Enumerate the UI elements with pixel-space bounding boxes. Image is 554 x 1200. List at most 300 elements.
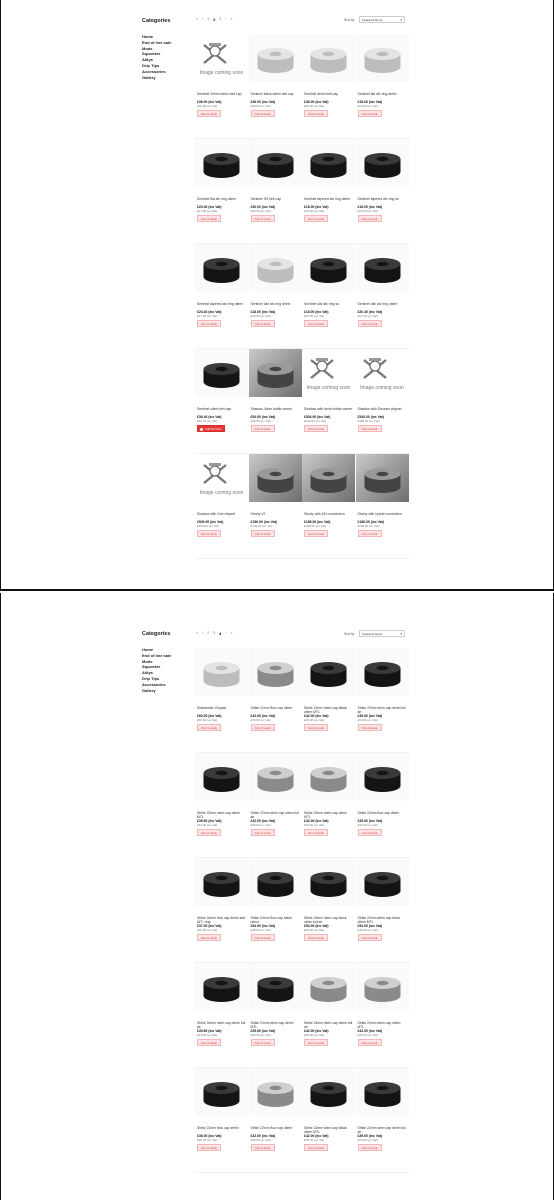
product-price-ex-vat: £30.00 (ex Vat) (250, 104, 271, 108)
product-card (302, 139, 355, 243)
out-of-stock-button[interactable] (304, 110, 328, 117)
product-price: £156.00 (inc Vat) (250, 520, 277, 524)
button-label: Out of stock (201, 1146, 218, 1150)
product-photo-icon (195, 244, 248, 292)
button-label: Out of stock (201, 112, 218, 116)
product-card (249, 244, 302, 348)
product-card (195, 963, 248, 1067)
product-price: £39.60 (inc Vat) (197, 1029, 222, 1033)
product-photo-icon (195, 349, 248, 397)
product-name[interactable]: Strike 24mm flow cap delrin (357, 811, 400, 815)
product-price-ex-vat: £155.00 (ex Vat) (304, 524, 326, 528)
product-card (302, 1068, 355, 1172)
image-placeholder (307, 356, 351, 391)
product-row (195, 454, 409, 559)
product-image[interactable] (195, 648, 248, 696)
page-link[interactable]: 2 (207, 631, 210, 635)
product-card (356, 858, 409, 962)
product-price: £54.00 (inc Vat) (250, 415, 276, 419)
button-label: Out of stock (361, 427, 378, 431)
product-price: £186.00 (inc Vat) (304, 520, 331, 524)
button-label: Out of stock (361, 322, 378, 326)
product-price-ex-vat: £45.00 (ex Vat) (304, 928, 325, 932)
product-name[interactable]: Sentinel flat afc ring ultem (197, 197, 237, 201)
category-link[interactable]: Squonker (142, 51, 161, 57)
button-label: Out of stock (361, 1146, 378, 1150)
out-of-stock-button[interactable] (251, 829, 275, 836)
out-of-stock-button[interactable] (358, 1039, 382, 1046)
product-name[interactable]: Strike 22mm stem cap Black ultem MTL (304, 706, 347, 714)
product-image[interactable] (302, 244, 355, 292)
product-photo-icon (195, 648, 248, 696)
product-price: £540.00 (inc Vat) (357, 415, 384, 419)
category-link[interactable]: Squonker (142, 664, 161, 670)
product-name[interactable]: Shorty with hybrid connection (357, 512, 402, 516)
product-price: £18.00 (inc Vat) (357, 205, 383, 209)
button-label: Out of stock (254, 831, 271, 835)
category-link[interactable]: Drip Tips (142, 675, 160, 681)
product-price-ex-vat: £17.00 (ex Vat) (197, 209, 218, 213)
product-row (195, 858, 409, 963)
product-image[interactable] (356, 648, 409, 696)
product-price: £42.00 (inc Vat) (304, 819, 329, 823)
button-label: Out of stock (201, 936, 218, 940)
out-of-stock-button[interactable] (251, 724, 275, 731)
button-label: Out of stock (254, 427, 271, 431)
product-photo-icon (302, 858, 355, 906)
product-name[interactable]: Strike 24mm stem cap ultem MTL (357, 1021, 401, 1029)
page-link[interactable]: ‹ (201, 631, 204, 635)
categories-sidebar (142, 631, 192, 693)
product-photo-icon (249, 139, 302, 187)
pagination (196, 631, 232, 636)
button-label: Out of stock (201, 831, 218, 835)
page-link[interactable]: « (196, 17, 198, 21)
product-price: £42.00 (inc Vat) (304, 714, 329, 718)
category-link[interactable]: Accessories (142, 681, 166, 687)
product-card (302, 454, 355, 558)
out-of-stock-button[interactable] (197, 724, 221, 731)
product-name[interactable]: Strike 24mm stem cap black ultem MTL (357, 916, 401, 924)
product-card (249, 454, 302, 558)
out-of-stock-button[interactable] (197, 110, 221, 117)
product-price-ex-vat: £130.00 (ex Vat) (250, 524, 273, 528)
product-price: £18.00 (inc Vat) (304, 205, 329, 209)
button-label: Out of stock (201, 532, 218, 536)
out-of-stock-button[interactable] (197, 829, 221, 836)
product-name[interactable]: Sentinel ultz afc ring ultem (357, 302, 398, 306)
product-image[interactable] (249, 1068, 302, 1116)
product-name[interactable]: Strike 22mm stem cap delrin full air (357, 1126, 406, 1134)
image-coming-soon-text: Image coming soon (199, 489, 244, 496)
product-price: £42.00 (inc Vat) (250, 714, 276, 718)
product-image[interactable] (195, 349, 248, 397)
product-name[interactable]: Shadow with delrin bottle carrier (304, 407, 353, 411)
product-price: £30.00 (inc Vat) (250, 205, 276, 209)
product-price: £42.00 (inc Vat) (250, 1134, 276, 1138)
product-price-ex-vat: £35.00 (ex Vat) (304, 1033, 325, 1037)
chevron-down-icon: ▾ (400, 18, 402, 22)
product-card (356, 963, 409, 1067)
out-of-stock-button[interactable] (304, 215, 328, 222)
product-card (195, 1068, 248, 1172)
add-to-cart-button[interactable] (197, 425, 225, 432)
product-price: £37.00 (inc Vat) (197, 924, 222, 928)
page-link[interactable]: 1 (207, 17, 210, 21)
product-price-ex-vat: £30.00 (ex Vat) (304, 104, 325, 108)
out-of-stock-button[interactable] (251, 320, 275, 327)
button-label: Out of stock (308, 322, 325, 326)
product-price: £20.40 (inc Vat) (197, 310, 222, 314)
product-price: £540.00 (inc Vat) (197, 520, 224, 524)
category-link[interactable]: Home (142, 34, 154, 39)
product-name[interactable]: Strike 22mm stem cap delrin MTL (197, 811, 240, 819)
product-photo-icon (302, 963, 355, 1011)
product-photo-icon (195, 139, 248, 187)
product-name[interactable]: Sentinel ultz afc ring delrin (250, 302, 291, 306)
product-photo-icon (249, 349, 302, 397)
product-card (302, 349, 355, 453)
out-of-stock-button[interactable] (251, 110, 275, 117)
product-card (249, 1068, 302, 1172)
product-photo-icon (249, 1068, 302, 1116)
product-price: £54.00 (inc Vat) (250, 924, 276, 928)
sort-select[interactable] (359, 16, 405, 23)
product-grid (195, 648, 409, 1173)
page-link[interactable]: 2 (213, 17, 216, 22)
product-image[interactable] (356, 244, 409, 292)
button-label: Out of stock (308, 217, 325, 221)
product-image[interactable] (356, 139, 409, 187)
cart-icon (200, 428, 203, 431)
product-price: £36.00 (inc Vat) (250, 100, 276, 104)
product-image[interactable] (302, 1068, 355, 1116)
product-photo-icon (356, 34, 409, 82)
product-image[interactable] (249, 349, 302, 397)
product-image[interactable] (302, 648, 355, 696)
sort-value: Featured Items (361, 18, 383, 22)
out-of-stock-button[interactable] (358, 320, 382, 327)
product-image[interactable] (302, 858, 355, 906)
out-of-stock-button[interactable] (304, 829, 328, 836)
category-link[interactable]: Accessories (142, 68, 166, 74)
product-image[interactable] (356, 349, 409, 397)
button-label: Out of stock (308, 1146, 325, 1150)
product-image[interactable] (195, 753, 248, 801)
product-price-ex-vat: £35.00 (ex Vat) (304, 718, 325, 722)
product-price-ex-vat: £33.00 (ex Vat) (197, 1033, 218, 1037)
category-link[interactable]: Mods (142, 658, 153, 664)
product-photo-icon (356, 858, 409, 906)
product-image[interactable] (195, 858, 248, 906)
out-of-stock-button[interactable] (358, 1144, 382, 1151)
product-card (302, 753, 355, 857)
product-image[interactable] (195, 244, 248, 292)
product-photo-icon (356, 1068, 409, 1116)
product-card (356, 244, 409, 348)
product-card (356, 34, 409, 138)
crossed-pipes-logo-icon (200, 41, 230, 65)
product-name[interactable]: Sentinel ultem bell cap (197, 407, 232, 411)
product-name[interactable]: Strike 24mm stem cap black ultem full air (304, 916, 347, 924)
product-grid (195, 34, 409, 559)
button-label: Out of stock (254, 1146, 271, 1150)
product-name[interactable]: Strike 24mm flow cap delrin and AFC ring (197, 916, 246, 924)
product-card (356, 753, 409, 857)
product-price-ex-vat: £45.00 (ex Vat) (357, 928, 378, 932)
product-price-ex-vat: £35.00 (ex Vat) (250, 718, 271, 722)
button-label: Out of stock (254, 112, 271, 116)
out-of-stock-button[interactable] (197, 1039, 221, 1046)
product-name[interactable]: Strike 22mm stem cap ultem MTL (304, 811, 347, 819)
product-price-ex-vat: £35.00 (ex Vat) (250, 1138, 271, 1142)
product-card (249, 753, 302, 857)
product-row (195, 349, 409, 454)
category-link[interactable]: End of line sale (142, 39, 172, 45)
product-card (302, 648, 355, 752)
product-name[interactable]: Strike 22mm stem cap Black ultem MTL (304, 1126, 347, 1134)
page-link[interactable]: » (230, 631, 233, 635)
category-link[interactable]: Home (142, 647, 154, 652)
product-image[interactable] (195, 1068, 248, 1116)
product-name[interactable]: Sentinel tapered afc ring ultem (197, 302, 243, 306)
product-image[interactable] (249, 139, 302, 187)
product-image[interactable] (249, 34, 302, 82)
page-link[interactable]: » (230, 17, 233, 21)
out-of-stock-button[interactable] (197, 320, 221, 327)
screenshot-page-1 (0, 0, 554, 591)
product-name[interactable]: Strike 24mm stem cap ultem full air (304, 1021, 353, 1029)
product-image[interactable] (356, 34, 409, 82)
product-card (356, 1068, 409, 1172)
product-row (195, 244, 409, 349)
product-card (195, 139, 248, 243)
product-image[interactable] (249, 753, 302, 801)
out-of-stock-button[interactable] (358, 425, 382, 432)
product-name[interactable]: Strike 22mm stem cap delrin full air (357, 706, 406, 714)
product-price: £60.00 (inc Vat) (197, 714, 222, 718)
product-card (195, 753, 248, 857)
out-of-stock-button[interactable] (197, 934, 221, 941)
out-of-stock-button[interactable] (251, 530, 275, 537)
out-of-stock-button[interactable] (251, 425, 275, 432)
product-image[interactable] (302, 454, 355, 502)
button-label: Out of stock (254, 322, 271, 326)
product-price-ex-vat: £15.00 (ex Vat) (357, 209, 378, 213)
product-card (249, 34, 302, 138)
out-of-stock-button[interactable] (304, 1039, 328, 1046)
product-image[interactable] (195, 139, 248, 187)
product-price: £39.60 (inc Vat) (357, 714, 383, 718)
product-price: £39.60 (inc Vat) (250, 1029, 276, 1033)
sort-label: Sort by: (344, 631, 355, 636)
category-link[interactable]: Drip Tips (142, 62, 160, 68)
product-price-ex-vat: £50.00 (ex Vat) (197, 718, 218, 722)
product-photo-icon (302, 648, 355, 696)
image-placeholder (200, 41, 244, 76)
button-label: Out of stock (361, 217, 378, 221)
product-image[interactable] (302, 753, 355, 801)
product-card (249, 858, 302, 962)
out-of-stock-button[interactable] (251, 1039, 275, 1046)
category-link[interactable]: Alltys (142, 57, 153, 63)
product-price-ex-vat: £35.00 (ex Vat) (357, 1033, 378, 1037)
product-photo-icon (249, 963, 302, 1011)
product-name[interactable]: Strike 22mm stem cap ultem full air (250, 811, 299, 819)
category-link[interactable]: Gallery (142, 687, 156, 693)
out-of-stock-button[interactable] (304, 320, 328, 327)
category-link[interactable]: End of line sale (142, 652, 172, 658)
product-price-ex-vat: £33.00 (ex Vat) (357, 1138, 378, 1142)
product-image[interactable] (302, 34, 355, 82)
button-label: Out of stock (308, 936, 325, 940)
out-of-stock-button[interactable] (251, 934, 275, 941)
product-name[interactable]: Strike 24mm stem cap delrin full air (197, 1021, 246, 1029)
product-card (195, 34, 248, 138)
product-card (356, 648, 409, 752)
product-name[interactable]: Sentinel SS bell cap (250, 197, 281, 201)
button-label: Out of stock (308, 427, 325, 431)
product-photo-icon (302, 1068, 355, 1116)
product-price: £504.00 (inc Vat) (304, 415, 331, 419)
out-of-stock-button[interactable] (358, 724, 382, 731)
product-photo-icon (195, 1068, 248, 1116)
product-image[interactable] (195, 34, 248, 82)
product-name[interactable]: Sentinel tapered afc ring ss (357, 197, 399, 201)
product-name[interactable]: Shorty with 510 connection (304, 512, 345, 516)
product-price-ex-vat: £35.00 (ex Vat) (304, 1138, 325, 1142)
product-card (195, 858, 248, 962)
product-image[interactable] (249, 858, 302, 906)
product-name[interactable]: Shadow with Dicodes chipset (357, 407, 402, 411)
product-image[interactable] (356, 454, 409, 502)
category-link[interactable]: Alltys (142, 670, 153, 676)
product-name[interactable]: Sidewinder Chipset (197, 706, 227, 710)
product-name[interactable]: Sentinel black ultem bell cap (250, 92, 294, 96)
product-photo-icon (249, 648, 302, 696)
product-image[interactable] (302, 349, 355, 397)
out-of-stock-button[interactable] (304, 934, 328, 941)
product-image[interactable] (249, 963, 302, 1011)
product-row (195, 34, 409, 139)
product-photo-icon (249, 244, 302, 292)
out-of-stock-button[interactable] (358, 215, 382, 222)
page-link[interactable]: › (225, 631, 227, 635)
product-image[interactable] (356, 963, 409, 1011)
product-price: £18.00 (inc Vat) (357, 100, 383, 104)
product-price: £36.40 (inc Vat) (197, 415, 222, 419)
button-label: Out of stock (361, 936, 378, 940)
page-link[interactable]: ‹ (201, 17, 204, 21)
product-name[interactable]: Strike 22mm flow cap delrin (197, 1126, 239, 1130)
product-name[interactable]: Strike 22mm flow cap ultem (250, 706, 293, 710)
product-card (195, 454, 248, 558)
category-link[interactable]: Gallery (142, 74, 156, 80)
page-link[interactable]: 3 (219, 17, 222, 21)
out-of-stock-button[interactable] (358, 530, 382, 537)
product-card (302, 963, 355, 1067)
product-name[interactable]: Sentinel tapered afc ring delrin (304, 197, 350, 201)
product-image[interactable] (356, 858, 409, 906)
product-row (195, 139, 409, 244)
out-of-stock-button[interactable] (304, 1144, 328, 1151)
product-name[interactable]: Sentinel 24mm delrin bell cap (197, 92, 242, 96)
out-of-stock-button[interactable] (251, 1144, 275, 1151)
page-link[interactable]: › (225, 17, 227, 21)
product-row (195, 753, 409, 858)
page-link[interactable]: 4 (219, 631, 222, 636)
product-price: £18.00 (inc Vat) (304, 310, 329, 314)
crossed-pipes-logo-icon (307, 356, 337, 380)
product-image[interactable] (249, 454, 302, 502)
out-of-stock-button[interactable] (358, 934, 382, 941)
product-row (195, 648, 409, 753)
image-placeholder (360, 356, 404, 391)
product-price-ex-vat: £25.00 (ex Vat) (250, 209, 271, 213)
product-price-ex-vat: £35.00 (ex Vat) (304, 823, 325, 827)
product-image[interactable] (356, 1068, 409, 1116)
product-image[interactable] (195, 454, 248, 502)
page-link[interactable]: 3 (213, 631, 216, 635)
product-photo-icon (356, 753, 409, 801)
product-card (249, 963, 302, 1067)
product-image[interactable] (195, 963, 248, 1011)
product-image[interactable] (302, 963, 355, 1011)
product-image[interactable] (356, 753, 409, 801)
button-label: Out of stock (361, 1041, 378, 1045)
product-card (249, 349, 302, 453)
button-label: Out of stock (254, 726, 271, 730)
product-name[interactable]: Strike 24mm flow cap black ultem (250, 916, 292, 924)
product-name[interactable]: Strike 22mm flow cap ultem (250, 1126, 293, 1130)
out-of-stock-button[interactable] (304, 724, 328, 731)
product-image[interactable] (302, 139, 355, 187)
product-price-ex-vat: £45.00 (ex Vat) (250, 928, 271, 932)
product-name[interactable]: Sentinel ultz afc ring ss (304, 302, 339, 306)
screenshot-page-2 (0, 593, 554, 1200)
product-name[interactable]: Sentinel delrin bell cap (304, 92, 339, 96)
product-name[interactable]: Strike 24mm stem cap delrin MTL (250, 1021, 294, 1029)
out-of-stock-button[interactable] (304, 425, 328, 432)
product-price: £39.60 (inc Vat) (357, 819, 383, 823)
product-price-ex-vat: £33.00 (ex Vat) (357, 718, 378, 722)
product-price-ex-vat: £17.00 (ex Vat) (357, 314, 378, 318)
product-name[interactable]: Shadow 0ohm bottle carrier (250, 407, 292, 411)
product-name[interactable]: Sentinel flat afc ring delrin (357, 92, 397, 96)
category-link[interactable]: Mods (142, 45, 153, 51)
sort-select[interactable] (359, 630, 405, 637)
out-of-stock-button[interactable] (251, 215, 275, 222)
out-of-stock-button[interactable] (197, 215, 221, 222)
product-image[interactable] (249, 244, 302, 292)
product-photo-icon (356, 963, 409, 1011)
product-photo-icon (195, 753, 248, 801)
out-of-stock-button[interactable] (197, 530, 221, 537)
image-coming-soon-text: Image coming soon (306, 384, 351, 391)
product-name[interactable]: Shadow with Gmi chipset (197, 512, 236, 516)
page-link[interactable]: « (196, 631, 198, 635)
out-of-stock-button[interactable] (197, 1144, 221, 1151)
product-image[interactable] (249, 648, 302, 696)
product-name[interactable]: Shorty V2 (250, 512, 266, 516)
out-of-stock-button[interactable] (358, 110, 382, 117)
product-price-ex-vat: £17.00 (ex Vat) (197, 314, 218, 318)
out-of-stock-button[interactable] (304, 530, 328, 537)
product-row (195, 963, 409, 1068)
sort-value: Featured Items (361, 632, 383, 636)
out-of-stock-button[interactable] (358, 829, 382, 836)
image-coming-soon-text: Image coming soon (360, 384, 404, 391)
